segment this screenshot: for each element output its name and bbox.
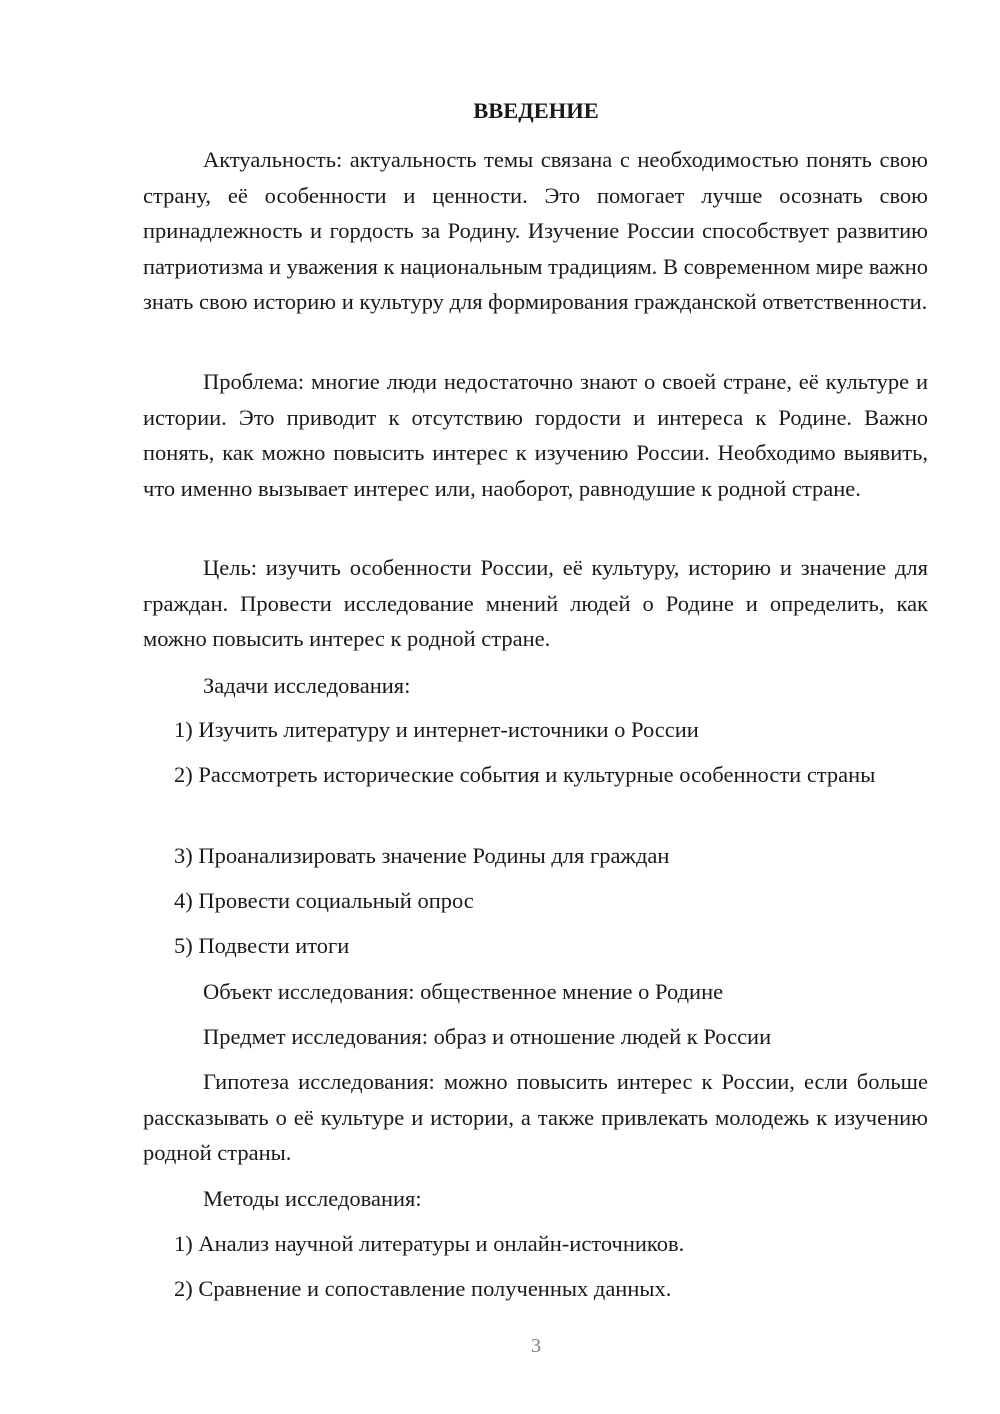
tasks-heading: Задачи исследования:: [203, 673, 411, 698]
task-item: 1) Изучить литературу и интернет-источники о России: [174, 717, 699, 742]
object-paragraph: Объект исследования: общественное мнение о Родине: [203, 979, 724, 1004]
relevance-paragraph: Актуальность: актуальность темы связана с необходимостью понять свою страну, её особенности и ценности. Это помогает лучше осознать свою принадлежность и гордость за Родину. Изучение России способствует развитию патриотизма и уважения к национальным традициям. В современном мире важно знать свою историю и культуру для формирования гражданской ответственности.: [143, 147, 928, 315]
section-title: ВВЕДЕНИЕ: [473, 98, 599, 123]
task-item: 3) Проанализировать значение Родины для граждан: [174, 843, 670, 868]
task-item: 4) Провести социальный опрос: [174, 888, 474, 913]
task-item: 2) Рассмотреть исторические события и культурные особенности страны: [174, 762, 876, 787]
page-number: 3: [531, 1335, 541, 1357]
methods-heading: Методы исследования:: [203, 1186, 422, 1211]
task-item: 5) Подвести итоги: [174, 933, 350, 958]
problem-paragraph: Проблема: многие люди недостаточно знают о своей стране, её культуре и истории. Это приводит к отсутствию гордости и интереса к Родине. Важно понять, как можно повысить интерес к изучению России. Необходимо выявить, что именно вызывает интерес или, наоборот, равнодушие к родной стране.: [143, 369, 928, 501]
subject-paragraph: Предмет исследования: образ и отношение людей к России: [203, 1024, 772, 1049]
goal-paragraph: Цель: изучить особенности России, её культуру, историю и значение для граждан. Провести исследование мнений людей о Родине и определить, как можно повысить интерес к родной стране.: [143, 555, 928, 652]
method-item: 1) Анализ научной литературы и онлайн-источников.: [174, 1231, 685, 1256]
method-item: 2) Сравнение и сопоставление полученных данных.: [174, 1276, 672, 1301]
hypothesis-paragraph: Гипотеза исследования: можно повысить интерес к России, если больше рассказывать о её культуре и истории, а также привлекать молодежь к изучению родной страны.: [143, 1069, 928, 1166]
